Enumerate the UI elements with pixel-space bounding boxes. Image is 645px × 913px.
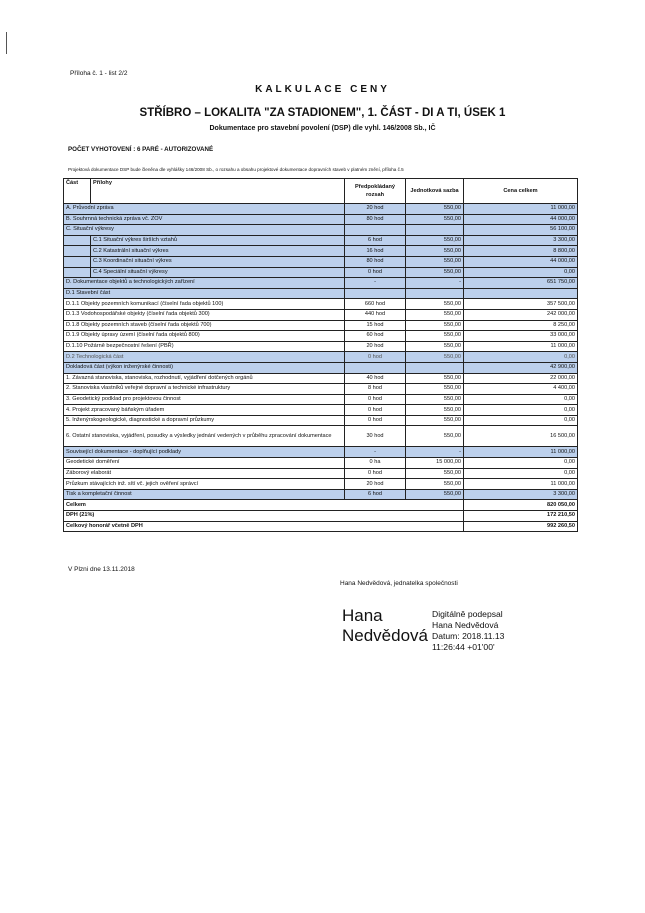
table-row	[64, 394, 578, 405]
summary-label: Celkem	[64, 500, 464, 511]
copies-count: POČET VYHOTOVENÍ : 6 PARÉ - AUTORIZOVANÉ	[68, 146, 214, 153]
row-total: 8 250,00	[464, 320, 578, 331]
table-row	[64, 489, 578, 500]
table-row	[64, 267, 578, 278]
row-total: 3 300,00	[464, 489, 578, 500]
row-total: 651 750,00	[464, 278, 578, 289]
row-total: 0,00	[464, 405, 578, 416]
table-row	[64, 468, 578, 479]
annex-label: Příloha č. 1 - list 2/2	[70, 70, 128, 77]
table-row	[64, 299, 578, 310]
row-part-name: C. Situační výkresy	[64, 225, 345, 236]
row-part-cell	[64, 256, 91, 267]
table-row	[64, 309, 578, 320]
row-total: 8 800,00	[464, 246, 578, 257]
row-part-cell	[64, 246, 91, 257]
row-total	[464, 288, 578, 299]
row-scope: 0 hod	[345, 352, 406, 363]
row-part-name: 2. Stanoviska vlastníků veřejné dopravní a technické infrastruktury	[64, 384, 345, 395]
row-total: 0,00	[464, 468, 578, 479]
row-unit-rate: 550,00	[406, 373, 464, 384]
row-total: 44 000,00	[464, 256, 578, 267]
signature-name	[342, 606, 434, 646]
row-part-name: Geodetické doměření	[64, 458, 345, 469]
row-unit-rate: 550,00	[406, 468, 464, 479]
document-title: KALKULACE CENY	[255, 84, 390, 95]
row-item-name: C.2 Katastrální situační výkres	[91, 246, 345, 257]
row-part-name: A. Průvodní zpráva	[64, 204, 345, 215]
summary-label: Celkový honorář včetně DPH	[64, 521, 464, 532]
row-scope: 30 hod	[345, 426, 406, 447]
row-part-name: D.1.3 Vodohospodářské objekty (číselní řada objektů 300)	[64, 309, 345, 320]
summary-total: 172 210,50	[464, 511, 578, 522]
table-row	[64, 246, 578, 257]
page-edge-mark	[6, 32, 7, 54]
row-part-name: 6. Ostatní stanoviska, vyjádření, posudky a výsledky jednání vedených v průběhu zpracování dokumentace	[64, 426, 345, 447]
row-unit-rate: 550,00	[406, 394, 464, 405]
row-scope: 0 hod	[345, 405, 406, 416]
row-unit-rate	[406, 288, 464, 299]
row-total: 44 000,00	[464, 214, 578, 225]
row-scope	[345, 362, 406, 373]
signature-meta-line: Hana Nedvědová	[432, 620, 499, 630]
row-total: 0,00	[464, 458, 578, 469]
row-part-name: 4. Projekt zpracovaný báňským úřadem	[64, 405, 345, 416]
row-part-name: Průzkum stávajících inž. sítí vč. jejich ověření správcí	[64, 479, 345, 490]
table-row	[64, 225, 578, 236]
row-part-cell	[64, 267, 91, 278]
row-scope: 40 hod	[345, 373, 406, 384]
table-row	[64, 458, 578, 469]
row-unit-rate: 15 000,00	[406, 458, 464, 469]
row-unit-rate: 550,00	[406, 214, 464, 225]
table-header-row	[64, 179, 578, 204]
header-scope: Předpokládaný rozsah	[345, 179, 406, 204]
header-total: Cena celkem	[464, 179, 578, 204]
summary-label: DPH (21%)	[64, 511, 464, 522]
row-scope: 20 hod	[345, 341, 406, 352]
row-total: 4 400,00	[464, 384, 578, 395]
signature-metadata	[432, 609, 552, 653]
row-unit-rate: 550,00	[406, 204, 464, 215]
table-row	[64, 256, 578, 267]
row-scope: 60 hod	[345, 331, 406, 342]
table-row	[64, 235, 578, 246]
row-total: 0,00	[464, 415, 578, 426]
row-unit-rate: 550,00	[406, 341, 464, 352]
row-unit-rate: 550,00	[406, 384, 464, 395]
signature-first-name: Hana	[342, 606, 383, 625]
table-row	[64, 288, 578, 299]
row-part-name: Dokladová část (výkon inženýrské činnosti)	[64, 362, 345, 373]
table-row	[64, 341, 578, 352]
row-scope: 6 hod	[345, 489, 406, 500]
header-unit-rate: Jednotková sazba	[406, 179, 464, 204]
price-calculation-table	[63, 178, 578, 532]
table-row	[64, 426, 578, 447]
row-part-name: D.1.10 Požárně bezpečnostní řešení (PBŘ)	[64, 341, 345, 352]
row-scope	[345, 288, 406, 299]
row-scope	[345, 225, 406, 236]
row-part-name: D.1.1 Objekty pozemních komunikací (číselní řada objektů 100)	[64, 299, 345, 310]
signature-meta-line: 11:26:44 +01'00'	[432, 642, 495, 652]
summary-total: 820 050,00	[464, 500, 578, 511]
row-unit-rate: 550,00	[406, 331, 464, 342]
row-total: 0,00	[464, 267, 578, 278]
project-title: STŘÍBRO – LOKALITA "ZA STADIONEM", 1. ČÁST - DI A TI, ÚSEK 1	[139, 107, 506, 119]
row-scope: 660 hod	[345, 299, 406, 310]
row-unit-rate: 550,00	[406, 489, 464, 500]
row-unit-rate	[406, 362, 464, 373]
date-place: V Plzni dne 13.11.2018	[68, 566, 135, 573]
row-unit-rate: 550,00	[406, 479, 464, 490]
table-body	[64, 204, 578, 532]
row-unit-rate: 550,00	[406, 267, 464, 278]
row-unit-rate: 550,00	[406, 405, 464, 416]
row-part-name: D.2 Technologická část	[64, 352, 345, 363]
table-row	[64, 447, 578, 458]
row-total: 11 000,00	[464, 341, 578, 352]
row-part-name: 5. Inženýrskogeologické, diagnostické a dopravní průzkumy	[64, 415, 345, 426]
table-row	[64, 384, 578, 395]
row-scope: 0 hod	[345, 415, 406, 426]
signature-meta-line: Datum: 2018.11.13	[432, 631, 505, 641]
row-part-name: D.1.9 Objekty úpravy území (číselní řada objektů 800)	[64, 331, 345, 342]
table-row	[64, 214, 578, 225]
row-unit-rate: 550,00	[406, 235, 464, 246]
row-scope: 0 hod	[345, 468, 406, 479]
row-part-name: Tisk a kompletační činnost	[64, 489, 345, 500]
row-scope: 440 hod	[345, 309, 406, 320]
table-row	[64, 352, 578, 363]
row-total: 11 000,00	[464, 479, 578, 490]
row-total: 33 000,00	[464, 331, 578, 342]
row-total: 16 500,00	[464, 426, 578, 447]
row-unit-rate: 550,00	[406, 320, 464, 331]
row-unit-rate: 550,00	[406, 352, 464, 363]
row-scope: 20 hod	[345, 204, 406, 215]
signer-line: Hana Nedvědová, jednatelka společnosti	[340, 580, 458, 587]
row-unit-rate: 550,00	[406, 256, 464, 267]
row-total: 357 500,00	[464, 299, 578, 310]
summary-row	[64, 500, 578, 511]
row-item-name: C.1 Situační výkres širších vztahů	[91, 235, 345, 246]
row-part-name: Záborový elaborát	[64, 468, 345, 479]
row-unit-rate: 550,00	[406, 246, 464, 257]
row-total: 242 000,00	[464, 309, 578, 320]
header-annexes: Přílohy	[91, 179, 345, 204]
row-total: 11 000,00	[464, 204, 578, 215]
row-total: 56 100,00	[464, 225, 578, 236]
row-item-name: C.3 Koordinační situační výkres	[91, 256, 345, 267]
row-unit-rate: -	[406, 447, 464, 458]
row-total: 42 900,00	[464, 362, 578, 373]
summary-row	[64, 521, 578, 532]
row-part-name: 1. Závazná stanoviska, stanoviska, rozhodnutí, vyjádření dotčených orgánů	[64, 373, 345, 384]
row-scope: 6 hod	[345, 235, 406, 246]
table-row	[64, 479, 578, 490]
row-item-name: C.4 Speciální situační výkresy	[91, 267, 345, 278]
row-part-cell	[64, 235, 91, 246]
header-part: Část	[64, 179, 91, 204]
summary-row	[64, 511, 578, 522]
table-row	[64, 204, 578, 215]
row-scope: -	[345, 278, 406, 289]
row-scope: 80 hod	[345, 256, 406, 267]
row-unit-rate: -	[406, 278, 464, 289]
table-row	[64, 373, 578, 384]
row-unit-rate	[406, 225, 464, 236]
documentation-note: Dokumentace pro stavební povolení (DSP) dle vyhl. 146/2008 Sb., IČ	[209, 125, 436, 132]
row-total: 0,00	[464, 394, 578, 405]
row-unit-rate: 550,00	[406, 309, 464, 320]
row-scope: 80 hod	[345, 214, 406, 225]
table-row	[64, 278, 578, 289]
row-scope: 8 hod	[345, 384, 406, 395]
row-scope: 16 hod	[345, 246, 406, 257]
row-unit-rate: 550,00	[406, 299, 464, 310]
row-part-name: Související dokumentace - doplňující podklady	[64, 447, 345, 458]
row-total: 11 000,00	[464, 447, 578, 458]
table-row	[64, 331, 578, 342]
row-unit-rate: 550,00	[406, 415, 464, 426]
row-scope: 0 hod	[345, 267, 406, 278]
row-part-name: 3. Geodetický podklad pro projektovou činnost	[64, 394, 345, 405]
table-row	[64, 320, 578, 331]
row-total: 0,00	[464, 352, 578, 363]
row-unit-rate: 550,00	[406, 426, 464, 447]
row-total: 3 300,00	[464, 235, 578, 246]
table-row	[64, 405, 578, 416]
legal-basis-note: Projektová dokumentace DSP bude členěna dle vyhlášky 146/2008 Sb., o rozsahu a obsahu projektové dokumentace dopravních staveb v platném znění, příloha č.5	[68, 167, 404, 172]
row-scope: 0 hod	[345, 394, 406, 405]
row-part-name: B. Souhrnná technická zpráva vč. ZOV	[64, 214, 345, 225]
summary-total: 992 260,50	[464, 521, 578, 532]
table-row	[64, 362, 578, 373]
row-part-name: D. Dokumentace objektů a technologických zařízení	[64, 278, 345, 289]
row-scope: -	[345, 447, 406, 458]
row-total: 22 000,00	[464, 373, 578, 384]
table-row	[64, 415, 578, 426]
signature-meta-line: Digitálně podepsal	[432, 609, 503, 619]
row-part-name: D.1 Stavební část	[64, 288, 345, 299]
row-part-name: D.1.8 Objekty pozemních staveb (číselní řada objektů 700)	[64, 320, 345, 331]
row-scope: 0 ha	[345, 458, 406, 469]
signature-last-name: Nedvědová	[342, 626, 429, 645]
row-scope: 20 hod	[345, 479, 406, 490]
row-scope: 15 hod	[345, 320, 406, 331]
